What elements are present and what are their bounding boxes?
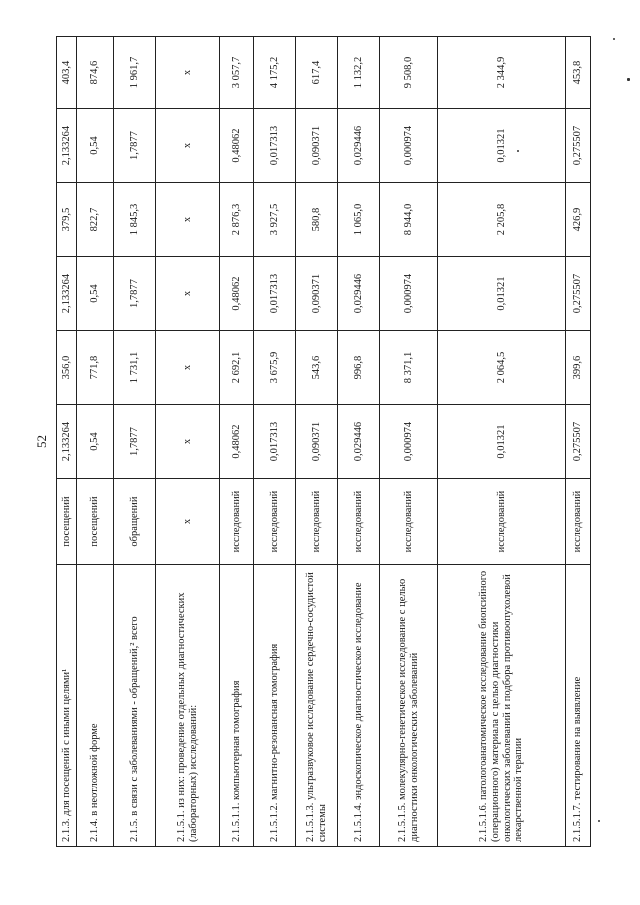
- value-cell: 0,54: [77, 257, 114, 331]
- row-name-cell: 2.1.4. в неотложной форме: [77, 565, 114, 847]
- value-cell: 0,017313: [254, 109, 296, 183]
- value-cell: 2 064,5: [438, 331, 566, 405]
- table-row: [57, 37, 77, 847]
- unit-cell: исследований: [296, 479, 338, 565]
- value-cell: 0,090371: [296, 257, 338, 331]
- table-row: [566, 37, 591, 847]
- value-cell: 0,275507: [566, 257, 591, 331]
- value-cell: х: [156, 109, 220, 183]
- value-cell: 0,017313: [254, 405, 296, 479]
- unit-cell: исследований: [438, 479, 566, 565]
- row-name-cell: 2.1.5.1.2. магнитно-резонансная томография: [254, 565, 296, 847]
- value-cell: 822,7: [77, 183, 114, 257]
- value-cell: 8 944,0: [380, 183, 438, 257]
- table-row: [380, 37, 438, 847]
- value-cell: 3 675,9: [254, 331, 296, 405]
- unit-cell: исследований: [566, 479, 591, 565]
- value-cell: 0,01321: [438, 109, 566, 183]
- value-cell: 1,7877: [114, 257, 156, 331]
- value-cell: 617,4: [296, 37, 338, 109]
- value-cell: 0,54: [77, 109, 114, 183]
- value-cell: 426,9: [566, 183, 591, 257]
- unit-cell: посещений: [57, 479, 77, 565]
- value-cell: 2 692,1: [220, 331, 254, 405]
- value-cell: 874,6: [77, 37, 114, 109]
- value-cell: 1 065,0: [338, 183, 380, 257]
- value-cell: 356,0: [57, 331, 77, 405]
- value-cell: 2,133264: [57, 405, 77, 479]
- value-cell: 0,54: [77, 405, 114, 479]
- value-cell: 1 961,7: [114, 37, 156, 109]
- table-row: [296, 37, 338, 847]
- value-cell: 0,01321: [438, 257, 566, 331]
- row-name-cell: 2.1.5.1.7. тестирование на выявление: [566, 565, 591, 847]
- row-name-cell: 2.1.5.1.4. эндоскопическое диагностическое исследование: [338, 565, 380, 847]
- value-cell: 2,133264: [57, 257, 77, 331]
- scan-artifact-dot: [627, 78, 630, 81]
- unit-cell: исследований: [338, 479, 380, 565]
- row-name-cell: 2.1.5.1.6. патологоанатомическое исследование биопсийного (операционного) материала с целью диагностики онкологических заболеваний и подбора противоопухолевой лекарственной терапии: [438, 565, 566, 847]
- value-cell: 0,090371: [296, 405, 338, 479]
- row-name-cell: 2.1.5. в связи с заболеваниями - обращений,² всего: [114, 565, 156, 847]
- value-cell: 1 845,3: [114, 183, 156, 257]
- value-cell: 996,8: [338, 331, 380, 405]
- value-cell: 0,017313: [254, 257, 296, 331]
- value-cell: 0,48062: [220, 405, 254, 479]
- value-cell: 1 731,1: [114, 331, 156, 405]
- value-cell: 453,8: [566, 37, 591, 109]
- value-cell: 1 132,2: [338, 37, 380, 109]
- value-cell: 2 344,9: [438, 37, 566, 109]
- value-cell: 580,8: [296, 183, 338, 257]
- value-cell: 3 057,7: [220, 37, 254, 109]
- value-cell: х: [156, 405, 220, 479]
- value-cell: х: [156, 37, 220, 109]
- value-cell: 9 508,0: [380, 37, 438, 109]
- value-cell: 8 371,1: [380, 331, 438, 405]
- value-cell: 0,029446: [338, 257, 380, 331]
- table-row: [77, 37, 114, 847]
- value-cell: х: [156, 331, 220, 405]
- unit-cell: х: [156, 479, 220, 565]
- row-name-cell: 2.1.5.1.3. ультразвуковое исследование сердечно-сосудистой системы: [296, 565, 338, 847]
- value-cell: 0,275507: [566, 109, 591, 183]
- scan-artifact-dot: [613, 38, 615, 40]
- row-name-cell: 2.1.5.1. из них: проведение отдельных диагностических (лабораторных) исследований:: [156, 565, 220, 847]
- value-cell: 379,5: [57, 183, 77, 257]
- value-cell: 1,7877: [114, 109, 156, 183]
- row-name-cell: 2.1.3. для посещений с иными целями¹: [57, 565, 77, 847]
- value-cell: 0,000974: [380, 405, 438, 479]
- row-name-cell: 2.1.5.1.5. молекулярно-генетическое исследование с целью диагностики онкологических заболеваний: [380, 565, 438, 847]
- value-cell: 403,4: [57, 37, 77, 109]
- table-row: [156, 37, 220, 847]
- value-cell: 4 175,2: [254, 37, 296, 109]
- unit-cell: исследований: [220, 479, 254, 565]
- rotated-table-container: [56, 37, 590, 847]
- value-cell: 1,7877: [114, 405, 156, 479]
- unit-cell: исследований: [380, 479, 438, 565]
- value-cell: 0,029446: [338, 109, 380, 183]
- unit-cell: посещений: [77, 479, 114, 565]
- table-row: [338, 37, 380, 847]
- value-cell: х: [156, 257, 220, 331]
- page-number: 52: [34, 435, 49, 448]
- value-cell: 2 876,3: [220, 183, 254, 257]
- scan-artifact-dot: [598, 820, 600, 822]
- value-cell: 0,275507: [566, 405, 591, 479]
- value-cell: 2,133264: [57, 109, 77, 183]
- value-cell: 0,48062: [220, 257, 254, 331]
- value-cell: 2 205,8: [438, 183, 566, 257]
- table-row: [438, 37, 566, 847]
- value-cell: 771,8: [77, 331, 114, 405]
- financing-norms-table: [56, 36, 591, 847]
- value-cell: 0,48062: [220, 109, 254, 183]
- value-cell: 0,000974: [380, 257, 438, 331]
- value-cell: 0,000974: [380, 109, 438, 183]
- value-cell: 3 927,5: [254, 183, 296, 257]
- value-cell: х: [156, 183, 220, 257]
- value-cell: 0,029446: [338, 405, 380, 479]
- value-cell: 0,01321: [438, 405, 566, 479]
- unit-cell: исследований: [254, 479, 296, 565]
- table-row: [114, 37, 156, 847]
- unit-cell: обращений: [114, 479, 156, 565]
- table-row: [254, 37, 296, 847]
- value-cell: 543,6: [296, 331, 338, 405]
- value-cell: 399,6: [566, 331, 591, 405]
- row-name-cell: 2.1.5.1.1. компьютерная томография: [220, 565, 254, 847]
- value-cell: 0,090371: [296, 109, 338, 183]
- table-row: [220, 37, 254, 847]
